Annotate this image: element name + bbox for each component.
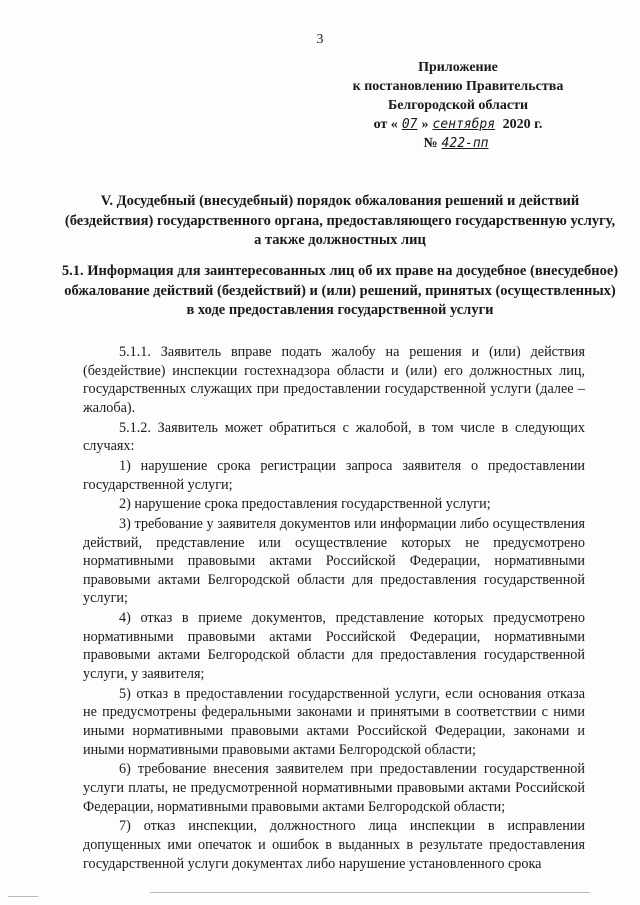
- appendix-date: [328, 115, 588, 134]
- appendix-resolution: к постановлению Правительства: [352, 79, 564, 94]
- scan-artifact-line: [150, 892, 590, 893]
- body-text: [83, 343, 585, 874]
- list-item: 5) отказ в предоставлении государственной услуги, если основания отказа не предусмотрены федеральными законами и принятыми в соответствии с ними иными нормативными правовыми актами Российской Федерации, законами и иными нормативными правовыми актами Белгородской области;: [83, 685, 585, 758]
- list-item: 4) отказ в приеме документов, представление которых предусмотрено нормативными правовыми актами Российской Федерации, нормативными правовыми актами Белгородской области для предоставления государственной услуги, у заявителя;: [83, 610, 585, 683]
- list-item: 6) требование внесения заявителем при предоставлении государственной услуги платы, не предусмотренной нормативными правовыми актами Российской Федерации, нормативными правовыми актами Белгородской области;: [83, 761, 585, 815]
- number-value: 422-пп: [441, 136, 489, 151]
- appendix-header: [328, 58, 588, 153]
- page-number: 3: [316, 32, 324, 47]
- paragraph: 5.1.1. Заявитель вправе подать жалобу на решения и (или) действия (бездействие) инспекции гостехнадзора области и (или) его должностных лиц, государственных служащих при предоставлении государственной услуги (далее – жалоба).: [83, 344, 585, 416]
- appendix-region: Белгородской области: [387, 98, 529, 113]
- list-item: 7) отказ инспекции, должностного лица инспекции в исправлении допущенных ими опечаток и ошибок в выданных в результате предоставления государственной услуги документах либо нарушение установленного срока: [83, 818, 585, 872]
- list-item: 1) нарушение срока регистрации запроса заявителя о предоставлении государственной услуги;: [83, 457, 585, 493]
- date-prefix: от «: [373, 117, 398, 132]
- list-item: 2) нарушение срока предоставления государственной услуги;: [119, 496, 491, 513]
- appendix-title: Приложение: [418, 60, 498, 75]
- paragraph: 5.1.2. Заявитель может обратиться с жалобой, в том числе в следующих случаях:: [83, 419, 585, 455]
- date-mid: »: [421, 117, 429, 132]
- section-title: V. Досудебный (внесудебный) порядок обжалования решений и действий (бездействия) государственного органа, предоставляющего государственную услугу, а также должностных лиц: [64, 193, 616, 248]
- date-day: 07: [401, 117, 418, 132]
- date-month: сентября: [432, 117, 496, 132]
- appendix-number: [328, 134, 588, 153]
- subsection-title: 5.1. Информация для заинтересованных лиц об их праве на досудебное (внесудебное) обжалование действий (бездействий) и (или) решений, принятых (осуществленных) в ходе предоставления государственной услуги: [61, 263, 619, 318]
- scan-artifact-line: [8, 896, 38, 897]
- date-year: 2020 г.: [502, 117, 543, 132]
- list-item: 3) требование у заявителя документов или информации либо осуществления действий, представление или осуществление которых не предусмотрено нормативными правовыми актами Российской Федерации, нормативными правовыми актами Белгородской области для предоставления государственной услуги;: [83, 516, 585, 607]
- number-prefix: №: [423, 136, 438, 151]
